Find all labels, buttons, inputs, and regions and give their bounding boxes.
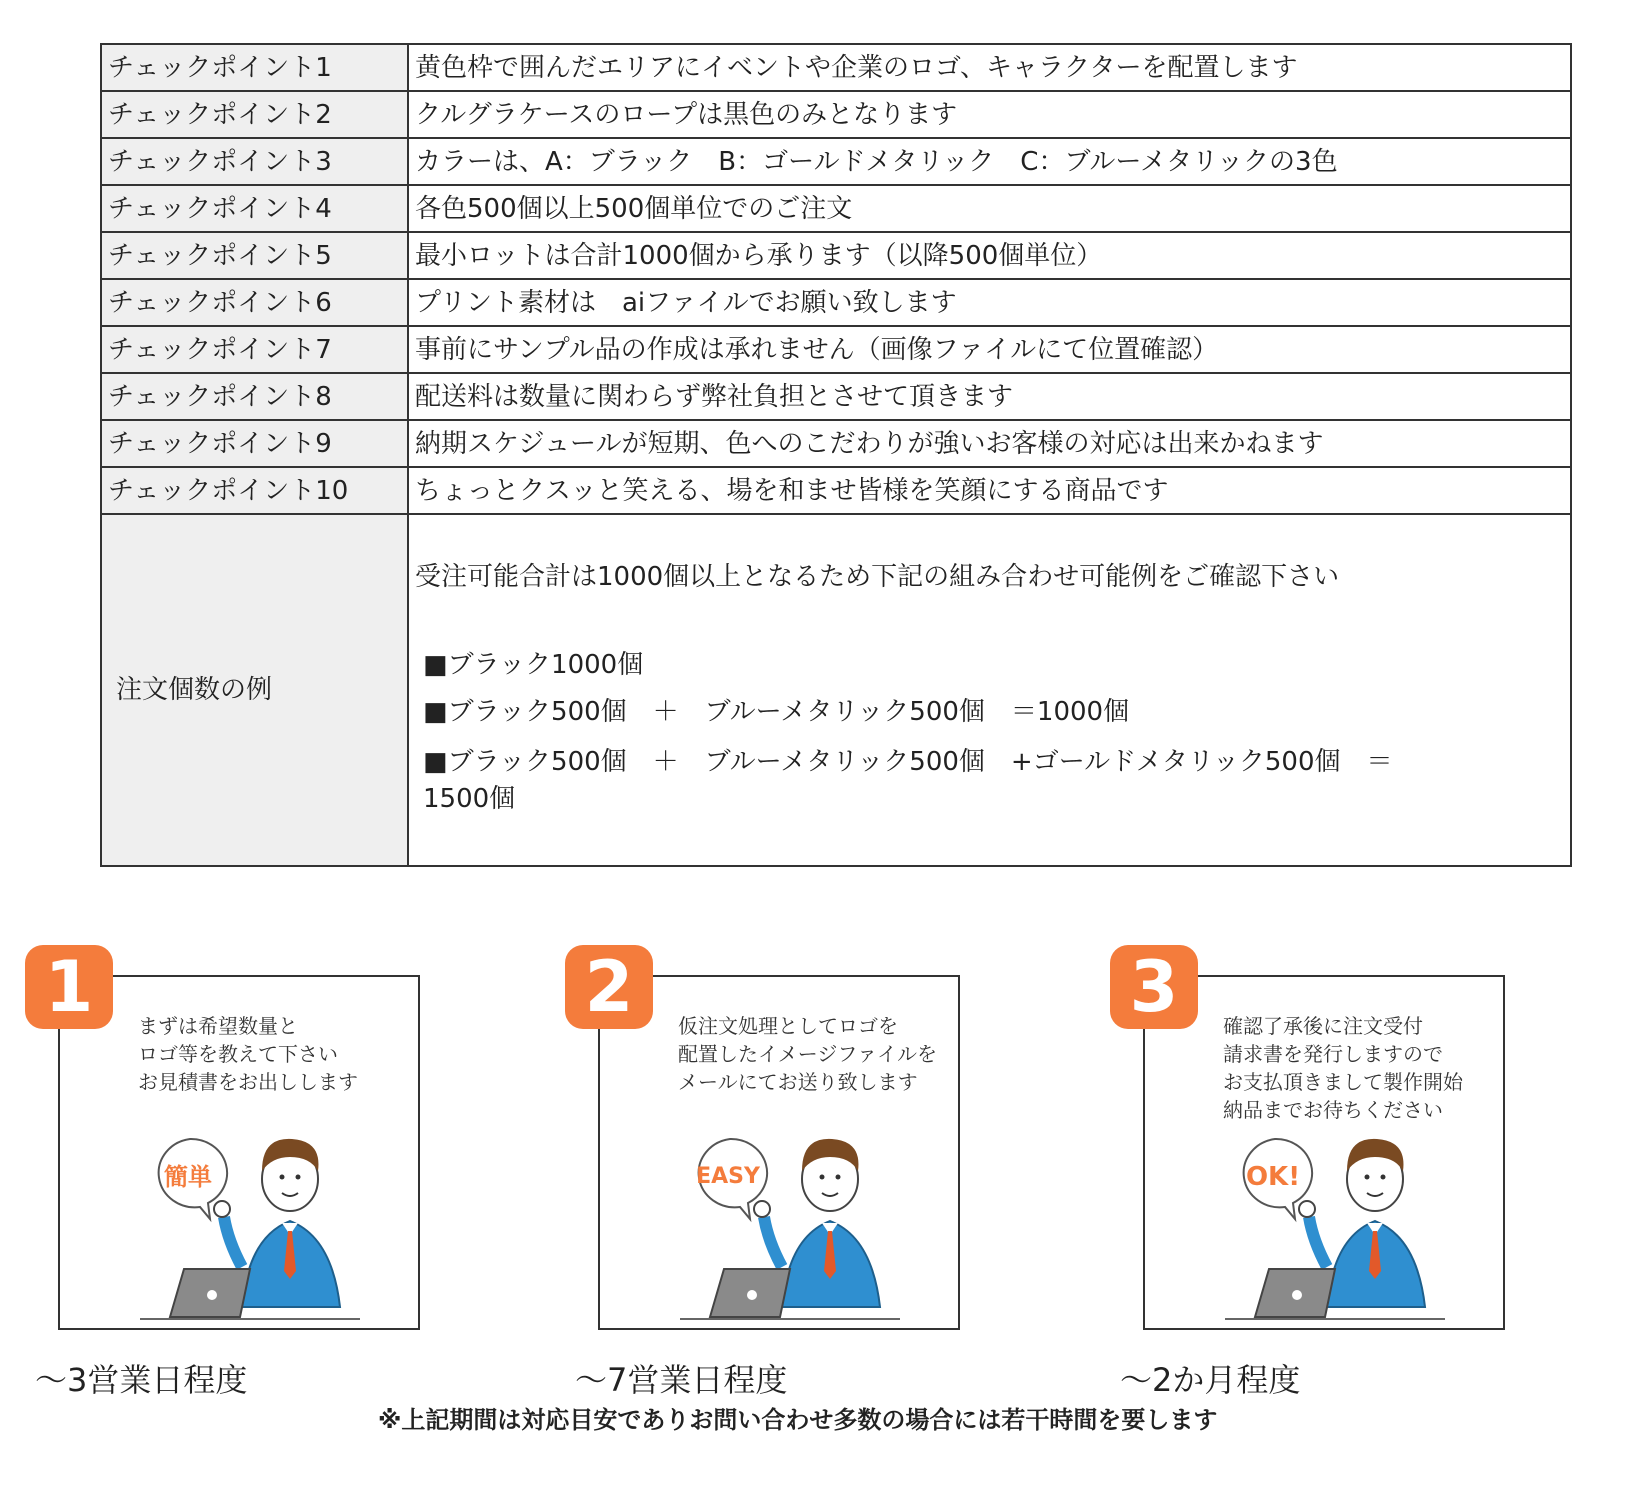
step-number-badge: 3	[1110, 945, 1198, 1029]
order-example-line: ■ブラック500個 ＋ ブルーメタリック500個 +ゴールドメタリック500個 ＝1500個	[423, 747, 1393, 814]
footnote: ※上記期間は対応目安でありお問い合わせ多数の場合には若干時間を要します	[378, 1406, 1218, 1434]
step-card	[598, 975, 960, 1330]
checkpoint-text: プリント素材は aiファイルでお願い致します	[408, 279, 1571, 326]
checkpoint-text: 配送料は数量に関わらず弊社負担とさせて頂きます	[408, 373, 1571, 420]
checkpoint-label: チェックポイント2	[101, 91, 408, 138]
order-example-row	[101, 514, 1571, 866]
businessman-illustration-icon	[1215, 1127, 1455, 1327]
checkpoint-text: ちょっとクスッと笑える、場を和ませ皆様を笑顔にする商品です	[408, 467, 1571, 514]
step-3	[1110, 945, 1510, 1405]
checkpoint-label: チェックポイント5	[101, 232, 408, 279]
table-row	[101, 279, 1571, 326]
checkpoint-label: チェックポイント10	[101, 467, 408, 514]
table-row	[101, 185, 1571, 232]
order-example-line: ■ブラック500個 ＋ ブルーメタリック500個 ＝1000個	[423, 697, 1130, 727]
checkpoint-text: 黄色枠で囲んだエリアにイベントや企業のロゴ、キャラクターを配置します	[408, 44, 1571, 91]
checkpoint-table	[100, 43, 1572, 867]
step-duration: ～2か月程度	[1120, 1361, 1301, 1399]
step-2	[565, 945, 965, 1405]
businessman-illustration-icon	[670, 1127, 910, 1327]
checkpoint-label: チェックポイント3	[101, 138, 408, 185]
order-example-intro: 受注可能合計は1000個以上となるため下記の組み合わせ可能例をご確認下さい	[415, 562, 1340, 592]
step-card	[58, 975, 420, 1330]
table-row	[101, 467, 1571, 514]
step-number-badge: 1	[25, 945, 113, 1029]
table-row	[101, 44, 1571, 91]
checkpoint-label: チェックポイント6	[101, 279, 408, 326]
step-duration: ～7営業日程度	[575, 1361, 788, 1399]
table-row	[101, 232, 1571, 279]
checkpoint-text: 各色500個以上500個単位でのご注文	[408, 185, 1571, 232]
table-row	[101, 420, 1571, 467]
checkpoint-text: 最小ロットは合計1000個から承ります（以降500個単位）	[408, 232, 1571, 279]
checkpoint-text: クルグラケースのロープは黒色のみとなります	[408, 91, 1571, 138]
step-description: まずは希望数量と ロゴ等を教えて下さい お見積書をお出しします	[138, 1014, 358, 1094]
checkpoint-label: チェックポイント4	[101, 185, 408, 232]
table-row	[101, 373, 1571, 420]
step-duration: ～3営業日程度	[35, 1361, 248, 1399]
checkpoint-label: チェックポイント1	[101, 44, 408, 91]
checkpoint-text: 事前にサンプル品の作成は承れません（画像ファイルにて位置確認）	[408, 326, 1571, 373]
step-description: 確認了承後に注文受付 請求書を発行しますので お支払頂きまして製作開始 納品までお待ちください	[1223, 1014, 1463, 1122]
order-example-label: 注文個数の例	[101, 514, 408, 866]
step-description: 仮注文処理としてロゴを 配置したイメージファイルを メールにてお送り致します	[678, 1014, 937, 1094]
checkpoint-label: チェックポイント8	[101, 373, 408, 420]
businessman-illustration-icon	[130, 1127, 370, 1327]
order-example-body	[408, 514, 1571, 866]
table-row	[101, 138, 1571, 185]
bubble-label: OK!	[1245, 1162, 1301, 1192]
checkpoint-text: カラーは、A：ブラック B：ゴールドメタリック C：ブルーメタリックの3色	[408, 138, 1571, 185]
table-row	[101, 326, 1571, 373]
bubble-label: EASY	[696, 1164, 760, 1189]
step-card	[1143, 975, 1505, 1330]
bubble-label: 簡単	[164, 1163, 212, 1191]
table-row	[101, 91, 1571, 138]
checkpoint-label: チェックポイント9	[101, 420, 408, 467]
step-number-badge: 2	[565, 945, 653, 1029]
step-1	[25, 945, 425, 1405]
order-example-line: ■ブラック1000個	[423, 650, 644, 680]
checkpoint-label: チェックポイント7	[101, 326, 408, 373]
checkpoint-text: 納期スケジュールが短期、色へのこだわりが強いお客様の対応は出来かねます	[408, 420, 1571, 467]
